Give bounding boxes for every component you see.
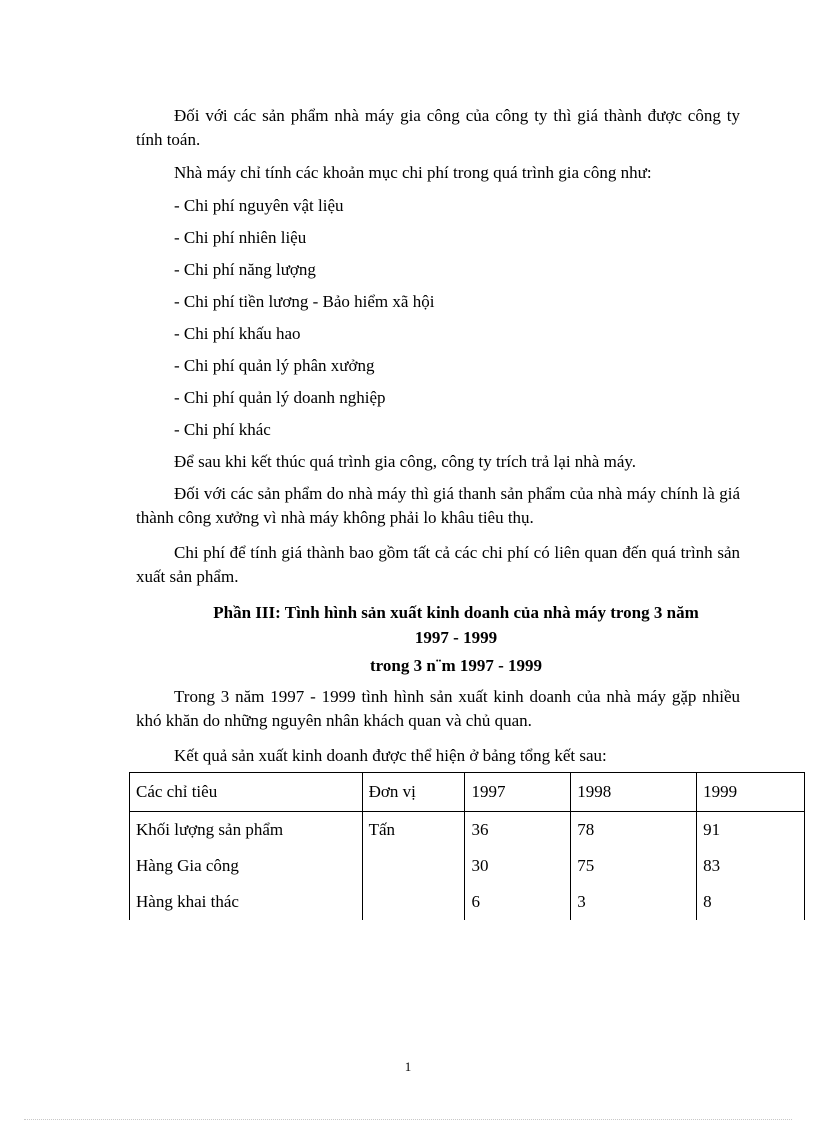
- section-subheading: trong 3 n¨m 1997 - 1999: [369, 656, 543, 675]
- list-item: - Chi phí năng lượng: [174, 260, 316, 279]
- table-cell: 8: [697, 884, 805, 920]
- paragraph-kho-khan: Trong 3 năm 1997 - 1999 tình hình sản xuất kinh doanh của nhà máy gặp nhiều khó khăn do những nguyên nhân khách quan và chủ quan.: [136, 687, 740, 730]
- list-item: - Chi phí khác: [174, 420, 271, 439]
- table-header-cell: 1997: [465, 773, 571, 812]
- paragraph-khoan-muc: Nhà máy chỉ tính các khoản mục chi phí trong quá trình gia công như:: [174, 163, 652, 182]
- paragraph-gia-cong: Đối với các sản phẩm nhà máy gia công của công ty thì giá thành được công ty tính toán.: [136, 106, 740, 149]
- table-row: [130, 884, 805, 920]
- table-header-cell: Các chỉ tiêu: [130, 773, 363, 812]
- section-heading: Phần III: Tình hình sản xuất kinh doanh của nhà máy trong 3 năm: [213, 603, 699, 622]
- table-cell: Hàng khai thác: [130, 884, 363, 920]
- table-cell: Khối lượng sản phẩm: [130, 812, 363, 849]
- table-header-row: [130, 773, 805, 812]
- table-cell: 91: [697, 812, 805, 849]
- table-cell: 75: [571, 848, 697, 884]
- page-bottom-rule: [24, 1119, 792, 1120]
- table-cell: 6: [465, 884, 571, 920]
- table-cell: 36: [465, 812, 571, 849]
- table-cell: 78: [571, 812, 697, 849]
- paragraph-gia-thanh: Đối với các sản phẩm do nhà máy thì giá thanh sản phẩm của nhà máy chính là giá thành công xưởng vì nhà máy không phải lo khâu tiêu thụ.: [136, 484, 740, 527]
- table-header-cell: 1999: [697, 773, 805, 812]
- list-item: - Chi phí quản lý doanh nghiệp: [174, 388, 386, 407]
- paragraph-trich-tra: Để sau khi kết thúc quá trình gia công, công ty trích trả lại nhà máy.: [174, 452, 637, 471]
- table-cell: 3: [571, 884, 697, 920]
- table-row: [130, 848, 805, 884]
- list-item: - Chi phí quản lý phân xưởng: [174, 356, 375, 375]
- list-item: - Chi phí nguyên vật liệu: [174, 196, 344, 215]
- table-cell: 83: [697, 848, 805, 884]
- table-cell: [362, 848, 465, 884]
- paragraph-chi-phi: Chi phí để tính giá thành bao gồm tất cả các chi phí có liên quan đến quá trình sản xuất sản phẩm.: [136, 543, 740, 586]
- table-row: [130, 812, 805, 849]
- table-cell: Tấn: [362, 812, 465, 849]
- table-cell: [362, 884, 465, 920]
- paragraph-bang-tong-ket: Kết quả sản xuất kinh doanh được thể hiện ở bảng tổng kết sau:: [174, 746, 607, 765]
- page-number: 1: [404, 1059, 412, 1074]
- section-heading-years: 1997 - 1999: [414, 628, 498, 647]
- table-header-cell: Đơn vị: [362, 773, 465, 812]
- list-item: - Chi phí tiền lương - Bảo hiểm xã hội: [174, 292, 435, 311]
- list-item: - Chi phí khấu hao: [174, 324, 301, 343]
- table-header-cell: 1998: [571, 773, 697, 812]
- table-cell: Hàng Gia công: [130, 848, 363, 884]
- table-cell: 30: [465, 848, 571, 884]
- results-table: [129, 772, 805, 920]
- list-item: - Chi phí nhiên liệu: [174, 228, 307, 247]
